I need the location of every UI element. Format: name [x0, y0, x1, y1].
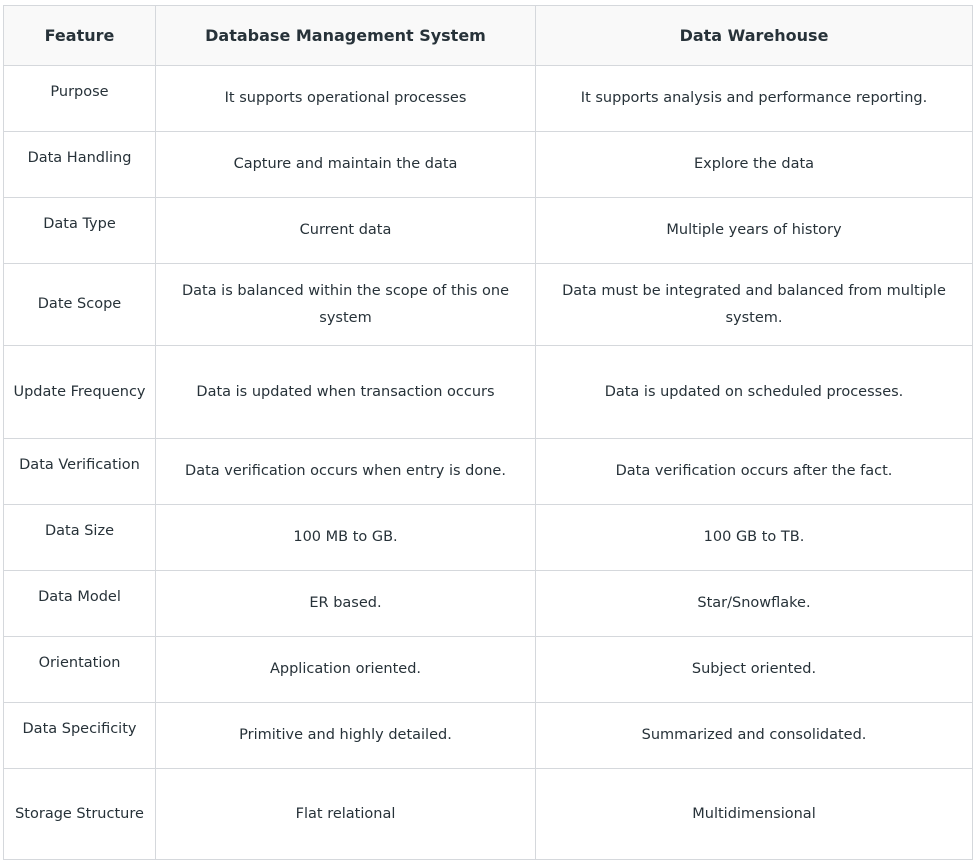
header-dbms: Database Management System [156, 6, 536, 66]
table-row [4, 198, 973, 264]
dw-cell: 100 GB to TB. [536, 505, 973, 571]
feature-cell: Data Size [4, 505, 156, 571]
feature-cell: Storage Structure [4, 769, 156, 860]
dw-cell: Data must be integrated and balanced from multiple system. [536, 264, 973, 346]
feature-cell: Orientation [4, 637, 156, 703]
feature-cell: Data Handling [4, 132, 156, 198]
feature-cell: Purpose [4, 66, 156, 132]
dbms-cell: ER based. [156, 571, 536, 637]
table-row [4, 637, 973, 703]
dw-cell: It supports analysis and performance reporting. [536, 66, 973, 132]
dbms-cell: Flat relational [156, 769, 536, 860]
dbms-cell: Data is balanced within the scope of this one system [156, 264, 536, 346]
dw-cell: Subject oriented. [536, 637, 973, 703]
table-row [4, 346, 973, 439]
dbms-cell: Application oriented. [156, 637, 536, 703]
dbms-cell: 100 MB to GB. [156, 505, 536, 571]
dbms-cell: Current data [156, 198, 536, 264]
feature-cell: Data Type [4, 198, 156, 264]
dw-cell: Multiple years of history [536, 198, 973, 264]
header-data-warehouse: Data Warehouse [536, 6, 973, 66]
feature-cell: Date Scope [4, 264, 156, 346]
dbms-cell: Capture and maintain the data [156, 132, 536, 198]
table-row [4, 264, 973, 346]
feature-cell: Update Frequency [4, 346, 156, 439]
table-row [4, 703, 973, 769]
dw-cell: Summarized and consolidated. [536, 703, 973, 769]
dbms-cell: Primitive and highly detailed. [156, 703, 536, 769]
table-row [4, 505, 973, 571]
dw-cell: Data is updated on scheduled processes. [536, 346, 973, 439]
table-row [4, 439, 973, 505]
table-row [4, 132, 973, 198]
header-feature: Feature [4, 6, 156, 66]
feature-cell: Data Model [4, 571, 156, 637]
comparison-table [3, 5, 973, 860]
table-row [4, 769, 973, 860]
dw-cell: Star/Snowflake. [536, 571, 973, 637]
feature-cell: Data Verification [4, 439, 156, 505]
dbms-cell: Data is updated when transaction occurs [156, 346, 536, 439]
dw-cell: Explore the data [536, 132, 973, 198]
dw-cell: Data verification occurs after the fact. [536, 439, 973, 505]
feature-cell: Data Specificity [4, 703, 156, 769]
dbms-cell: Data verification occurs when entry is done. [156, 439, 536, 505]
dw-cell: Multidimensional [536, 769, 973, 860]
table-header-row [4, 6, 973, 66]
table-row [4, 66, 973, 132]
table-row [4, 571, 973, 637]
dbms-cell: It supports operational processes [156, 66, 536, 132]
